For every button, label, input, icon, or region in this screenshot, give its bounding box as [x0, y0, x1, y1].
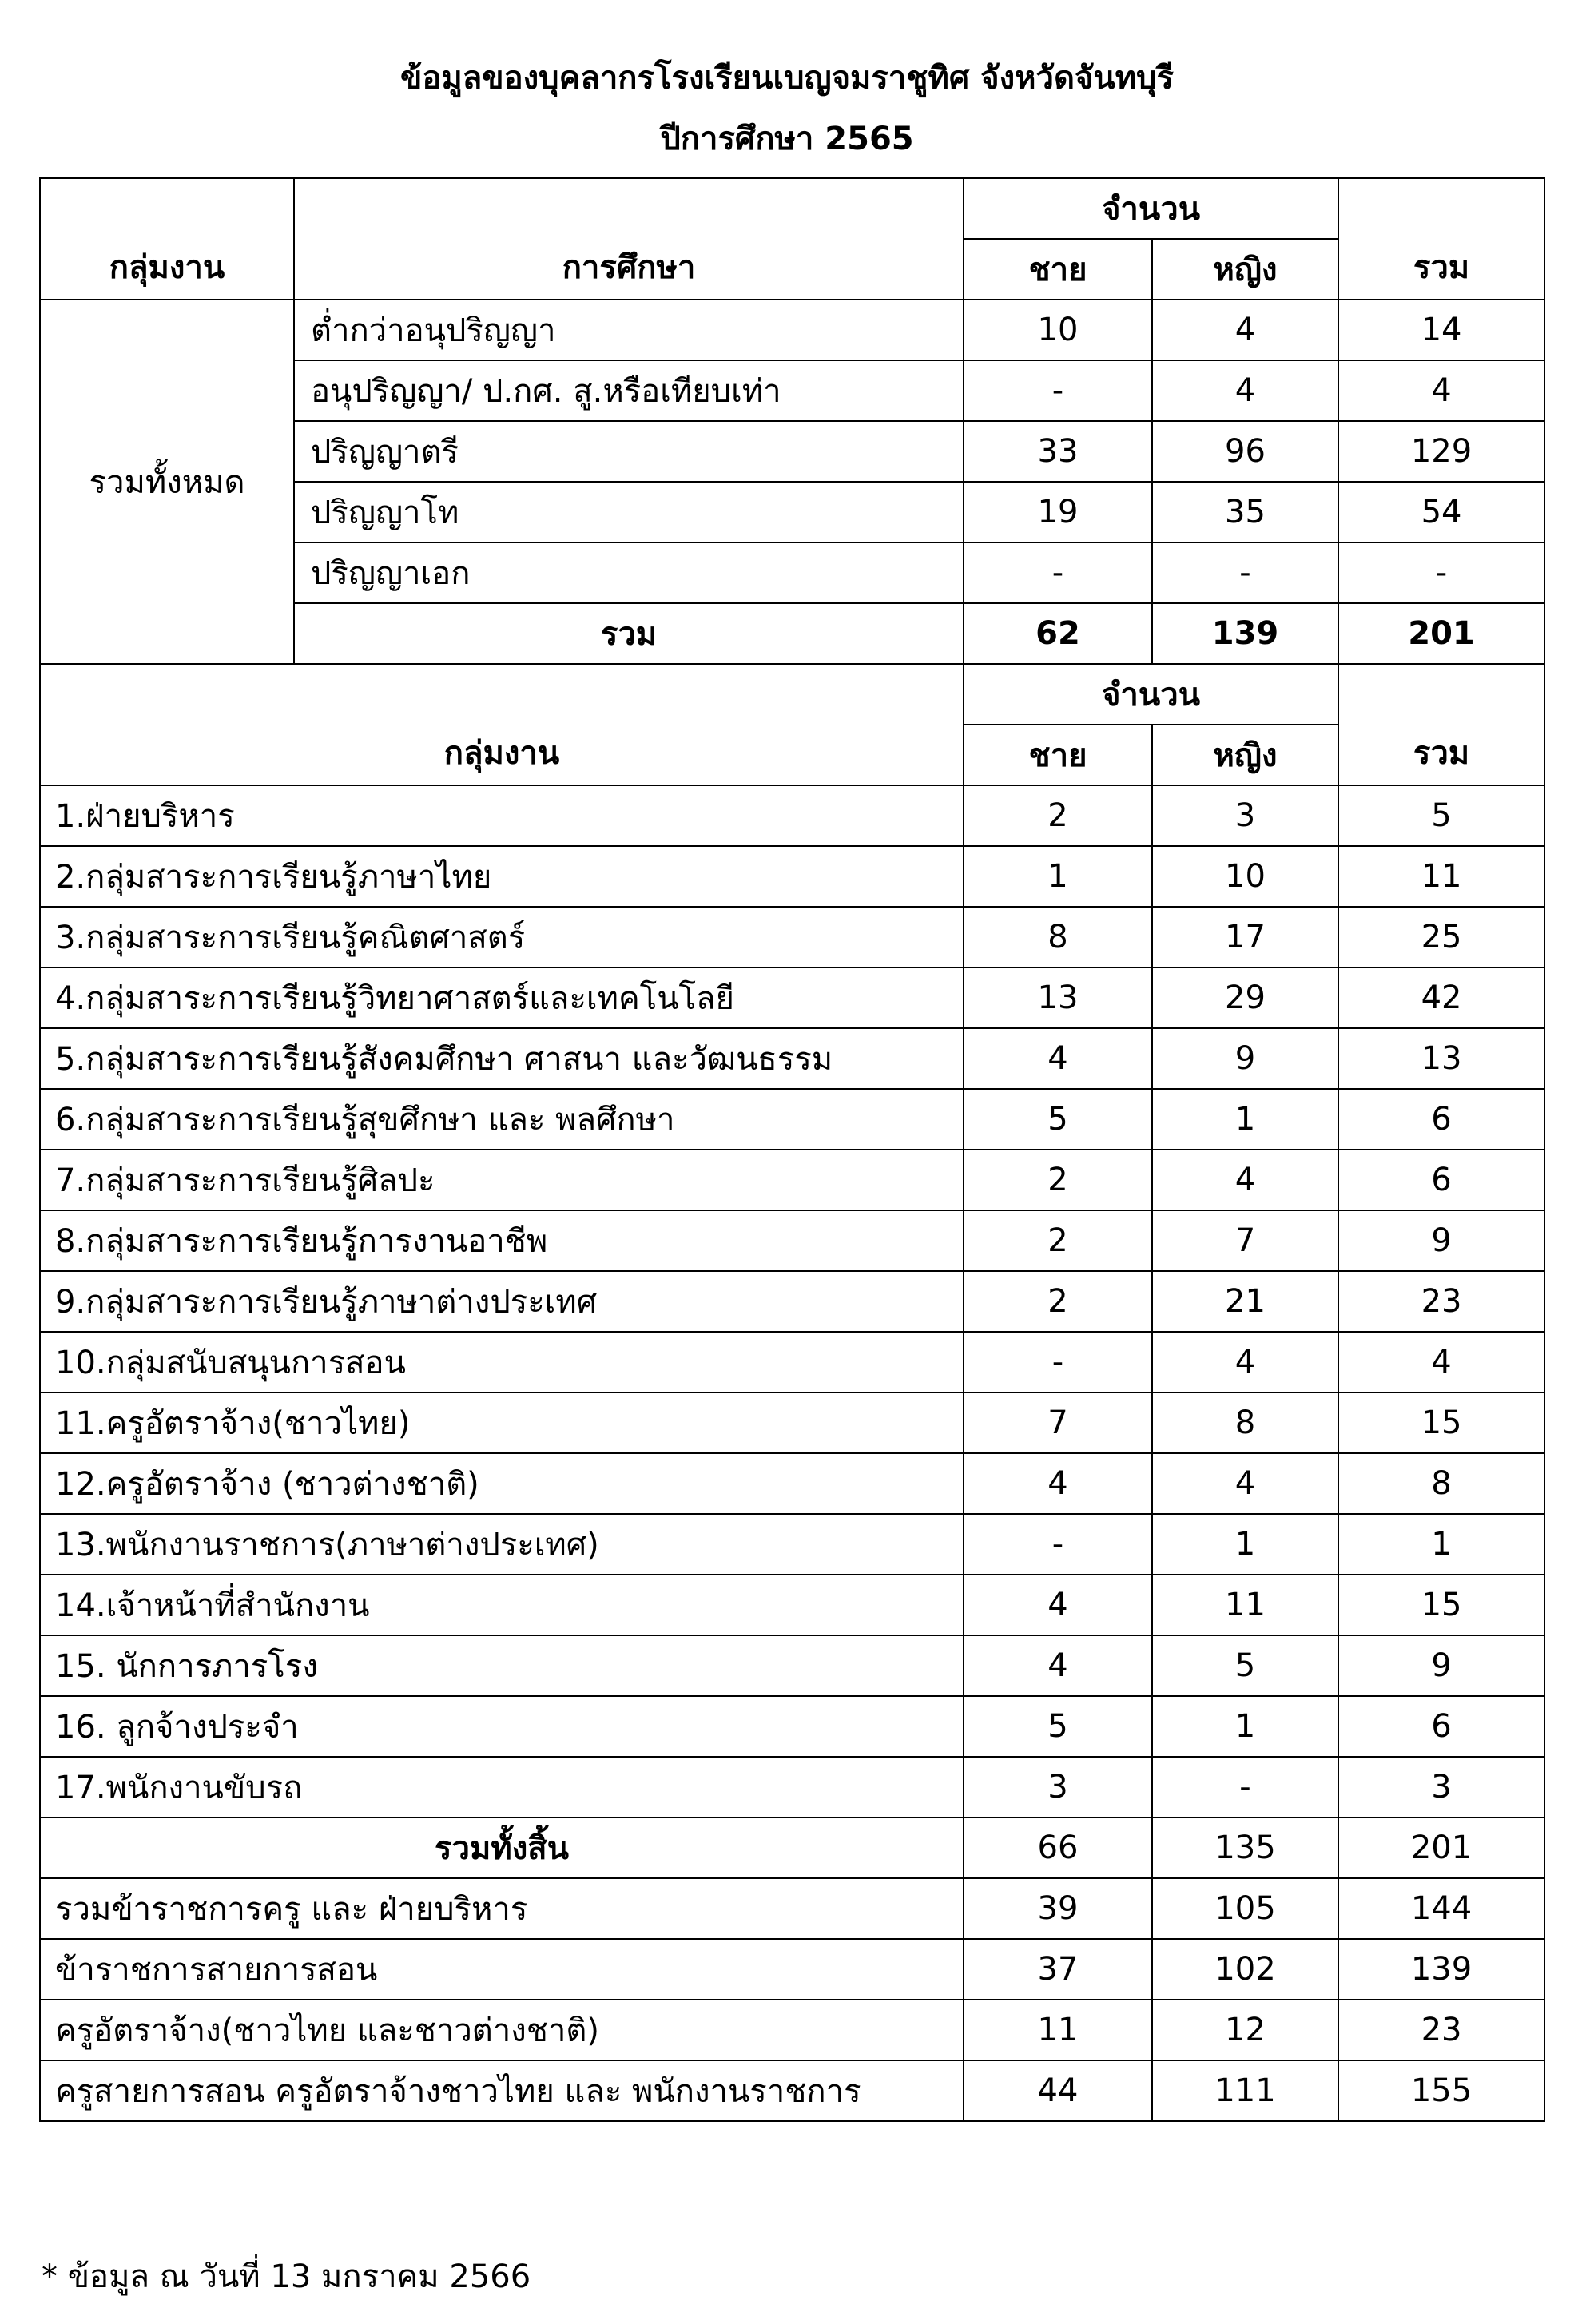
workgroup-row: [40, 1696, 1544, 1757]
workgroup-label: 15. นักการภารโรง: [40, 1635, 964, 1696]
workgroup-female: 4: [1152, 1332, 1338, 1392]
education-label: ปริญญาโท: [294, 482, 964, 542]
workgroup-total: 1: [1338, 1514, 1544, 1575]
workgroup-male: 5: [964, 1696, 1152, 1757]
workgroup-row: [40, 1575, 1544, 1635]
footnote: * ข้อมูล ณ วันที่ 13 มกราคม 2566: [42, 2258, 531, 2295]
header-female-2: หญิง: [1152, 725, 1338, 785]
education-male: -: [964, 542, 1152, 603]
workgroup-row: [40, 907, 1544, 967]
summary-label: ครูสายการสอน ครูอัตราจ้างชาวไทย และ พนักงานราชการ: [40, 2060, 964, 2121]
workgroup-total: 9: [1338, 1210, 1544, 1271]
workgroup-label: 16. ลูกจ้างประจำ: [40, 1696, 964, 1757]
workgroup-male: 1: [964, 846, 1152, 907]
summary-male: 37: [964, 1939, 1152, 2000]
workgroup-female: 1: [1152, 1696, 1338, 1757]
workgroup-male: 7: [964, 1392, 1152, 1453]
summary-male: 39: [964, 1878, 1152, 1939]
grand-total-row: [40, 1817, 1544, 1878]
workgroup-row: [40, 1089, 1544, 1150]
workgroup-total: 9: [1338, 1635, 1544, 1696]
grand-total-male: 66: [964, 1817, 1152, 1878]
workgroup-male: 2: [964, 1150, 1152, 1210]
education-total: 129: [1338, 421, 1544, 482]
grand-total-total: 201: [1338, 1817, 1544, 1878]
header-female: หญิง: [1152, 239, 1338, 300]
education-female: 4: [1152, 360, 1338, 421]
workgroup-female: 10: [1152, 846, 1338, 907]
workgroup-label: 13.พนักงานราชการ(ภาษาต่างประเทศ): [40, 1514, 964, 1575]
workgroup-female: 4: [1152, 1150, 1338, 1210]
workgroup-male: -: [964, 1332, 1152, 1392]
summary-row: [40, 1939, 1544, 2000]
education-label: อนุปริญญา/ ป.กศ. สู.หรือเทียบเท่า: [294, 360, 964, 421]
summary-label: รวมข้าราชการครู และ ฝ่ายบริหาร: [40, 1878, 964, 1939]
workgroup-label: 9.กลุ่มสาระการเรียนรู้ภาษาต่างประเทศ: [40, 1271, 964, 1332]
education-total: -: [1338, 542, 1544, 603]
workgroup-male: 4: [964, 1575, 1152, 1635]
workgroup-total: 6: [1338, 1696, 1544, 1757]
summary-total: 155: [1338, 2060, 1544, 2121]
education-group-label: รวมทั้งหมด: [40, 300, 294, 664]
workgroup-label: 2.กลุ่มสาระการเรียนรู้ภาษาไทย: [40, 846, 964, 907]
grand-total-label: รวมทั้งสิ้น: [40, 1817, 964, 1878]
workgroup-male: 8: [964, 907, 1152, 967]
grand-total-female: 135: [1152, 1817, 1338, 1878]
summary-row: [40, 2000, 1544, 2060]
workgroup-female: 5: [1152, 1635, 1338, 1696]
workgroup-row: [40, 1332, 1544, 1392]
workgroup-total: 25: [1338, 907, 1544, 967]
workgroup-female: 17: [1152, 907, 1338, 967]
workgroup-row: [40, 785, 1544, 846]
summary-female: 111: [1152, 2060, 1338, 2121]
education-total: 4: [1338, 360, 1544, 421]
summary-total: 144: [1338, 1878, 1544, 1939]
workgroup-row: [40, 1271, 1544, 1332]
education-female: 35: [1152, 482, 1338, 542]
education-total: 14: [1338, 300, 1544, 360]
header-total-2: รวม: [1338, 664, 1544, 785]
workgroup-label: 10.กลุ่มสนับสนุนการสอน: [40, 1332, 964, 1392]
workgroup-male: 13: [964, 967, 1152, 1028]
workgroup-male: 2: [964, 1271, 1152, 1332]
workgroup-row: [40, 1514, 1544, 1575]
workgroup-label: 17.พนักงานขับรถ: [40, 1757, 964, 1817]
workgroup-male: 3: [964, 1757, 1152, 1817]
summary-total: 139: [1338, 1939, 1544, 2000]
workgroup-female: 3: [1152, 785, 1338, 846]
summary-male: 11: [964, 2000, 1152, 2060]
education-sum-male: 62: [964, 603, 1152, 664]
workgroup-label: 5.กลุ่มสาระการเรียนรู้สังคมศึกษา ศาสนา และวัฒนธรรม: [40, 1028, 964, 1089]
workgroup-label: 14.เจ้าหน้าที่สำนักงาน: [40, 1575, 964, 1635]
workgroup-female: 29: [1152, 967, 1338, 1028]
workgroup-total: 6: [1338, 1089, 1544, 1150]
summary-female: 105: [1152, 1878, 1338, 1939]
workgroup-total: 23: [1338, 1271, 1544, 1332]
education-female: 96: [1152, 421, 1338, 482]
workgroup-row: [40, 1392, 1544, 1453]
workgroup-label: 4.กลุ่มสาระการเรียนรู้วิทยาศาสตร์และเทคโนโลยี: [40, 967, 964, 1028]
workgroup-label: 3.กลุ่มสาระการเรียนรู้คณิตศาสตร์: [40, 907, 964, 967]
header-male: ชาย: [964, 239, 1152, 300]
workgroup-row: [40, 1210, 1544, 1271]
workgroup-total: 3: [1338, 1757, 1544, 1817]
personnel-table: [39, 177, 1545, 2122]
education-female: -: [1152, 542, 1338, 603]
workgroup-male: 2: [964, 785, 1152, 846]
summary-row: [40, 1878, 1544, 1939]
workgroup-female: 11: [1152, 1575, 1338, 1635]
page-title: ข้อมูลของบุคลากรโรงเรียนเบญจมราชูทิศ จังหวัดจันทบุรี: [400, 60, 1174, 97]
summary-total: 23: [1338, 2000, 1544, 2060]
summary-female: 12: [1152, 2000, 1338, 2060]
education-sum-female: 139: [1152, 603, 1338, 664]
page-subtitle: ปีการศึกษา 2565: [660, 121, 914, 157]
education-header-row: [40, 178, 1544, 239]
workgroup-row: [40, 1757, 1544, 1817]
workgroup-female: 4: [1152, 1453, 1338, 1514]
education-male: 19: [964, 482, 1152, 542]
education-male: -: [964, 360, 1152, 421]
workgroup-row: [40, 1635, 1544, 1696]
education-total: 54: [1338, 482, 1544, 542]
workgroup-row: [40, 846, 1544, 907]
education-sum-total: 201: [1338, 603, 1544, 664]
header-count-2: จำนวน: [964, 664, 1338, 725]
workgroup-total: 13: [1338, 1028, 1544, 1089]
summary-label: ข้าราชการสายการสอน: [40, 1939, 964, 2000]
workgroup-male: 5: [964, 1089, 1152, 1150]
education-label: ปริญญาเอก: [294, 542, 964, 603]
group-header-row: [40, 664, 1544, 725]
education-female: 4: [1152, 300, 1338, 360]
education-label: ปริญญาตรี: [294, 421, 964, 482]
education-male: 33: [964, 421, 1152, 482]
summary-row: [40, 2060, 1544, 2121]
workgroup-female: 1: [1152, 1514, 1338, 1575]
workgroup-male: 4: [964, 1635, 1152, 1696]
workgroup-row: [40, 1150, 1544, 1210]
workgroup-label: 6.กลุ่มสาระการเรียนรู้สุขศึกษา และ พลศึกษา: [40, 1089, 964, 1150]
workgroup-label: 7.กลุ่มสาระการเรียนรู้ศิลปะ: [40, 1150, 964, 1210]
summary-male: 44: [964, 2060, 1152, 2121]
workgroup-female: 1: [1152, 1089, 1338, 1150]
workgroup-total: 42: [1338, 967, 1544, 1028]
workgroup-total: 6: [1338, 1150, 1544, 1210]
header-male-2: ชาย: [964, 725, 1152, 785]
workgroup-male: 4: [964, 1453, 1152, 1514]
workgroup-row: [40, 967, 1544, 1028]
summary-label: ครูอัตราจ้าง(ชาวไทย และชาวต่างชาติ): [40, 2000, 964, 2060]
workgroup-female: 9: [1152, 1028, 1338, 1089]
workgroup-total: 5: [1338, 785, 1544, 846]
workgroup-total: 8: [1338, 1453, 1544, 1514]
workgroup-label: 11.ครูอัตราจ้าง(ชาวไทย): [40, 1392, 964, 1453]
education-sum-label: รวม: [294, 603, 964, 664]
summary-female: 102: [1152, 1939, 1338, 2000]
workgroup-total: 11: [1338, 846, 1544, 907]
workgroup-female: -: [1152, 1757, 1338, 1817]
workgroup-label: 12.ครูอัตราจ้าง (ชาวต่างชาติ): [40, 1453, 964, 1514]
workgroup-row: [40, 1028, 1544, 1089]
workgroup-label: 1.ฝ่ายบริหาร: [40, 785, 964, 846]
workgroup-female: 21: [1152, 1271, 1338, 1332]
workgroup-total: 15: [1338, 1392, 1544, 1453]
education-row: [40, 300, 1544, 360]
workgroup-row: [40, 1453, 1544, 1514]
workgroup-male: 4: [964, 1028, 1152, 1089]
education-male: 10: [964, 300, 1152, 360]
workgroup-label: 8.กลุ่มสาระการเรียนรู้การงานอาชีพ: [40, 1210, 964, 1271]
workgroup-male: -: [964, 1514, 1152, 1575]
workgroup-female: 7: [1152, 1210, 1338, 1271]
header-workgroup: กลุ่มงาน: [40, 664, 964, 785]
header-count: จำนวน: [964, 178, 1338, 239]
header-total: รวม: [1338, 178, 1544, 300]
header-group: กลุ่มงาน: [40, 178, 294, 300]
workgroup-total: 4: [1338, 1332, 1544, 1392]
workgroup-total: 15: [1338, 1575, 1544, 1635]
education-label: ต่ำกว่าอนุปริญญา: [294, 300, 964, 360]
workgroup-male: 2: [964, 1210, 1152, 1271]
header-education: การศึกษา: [294, 178, 964, 300]
workgroup-female: 8: [1152, 1392, 1338, 1453]
